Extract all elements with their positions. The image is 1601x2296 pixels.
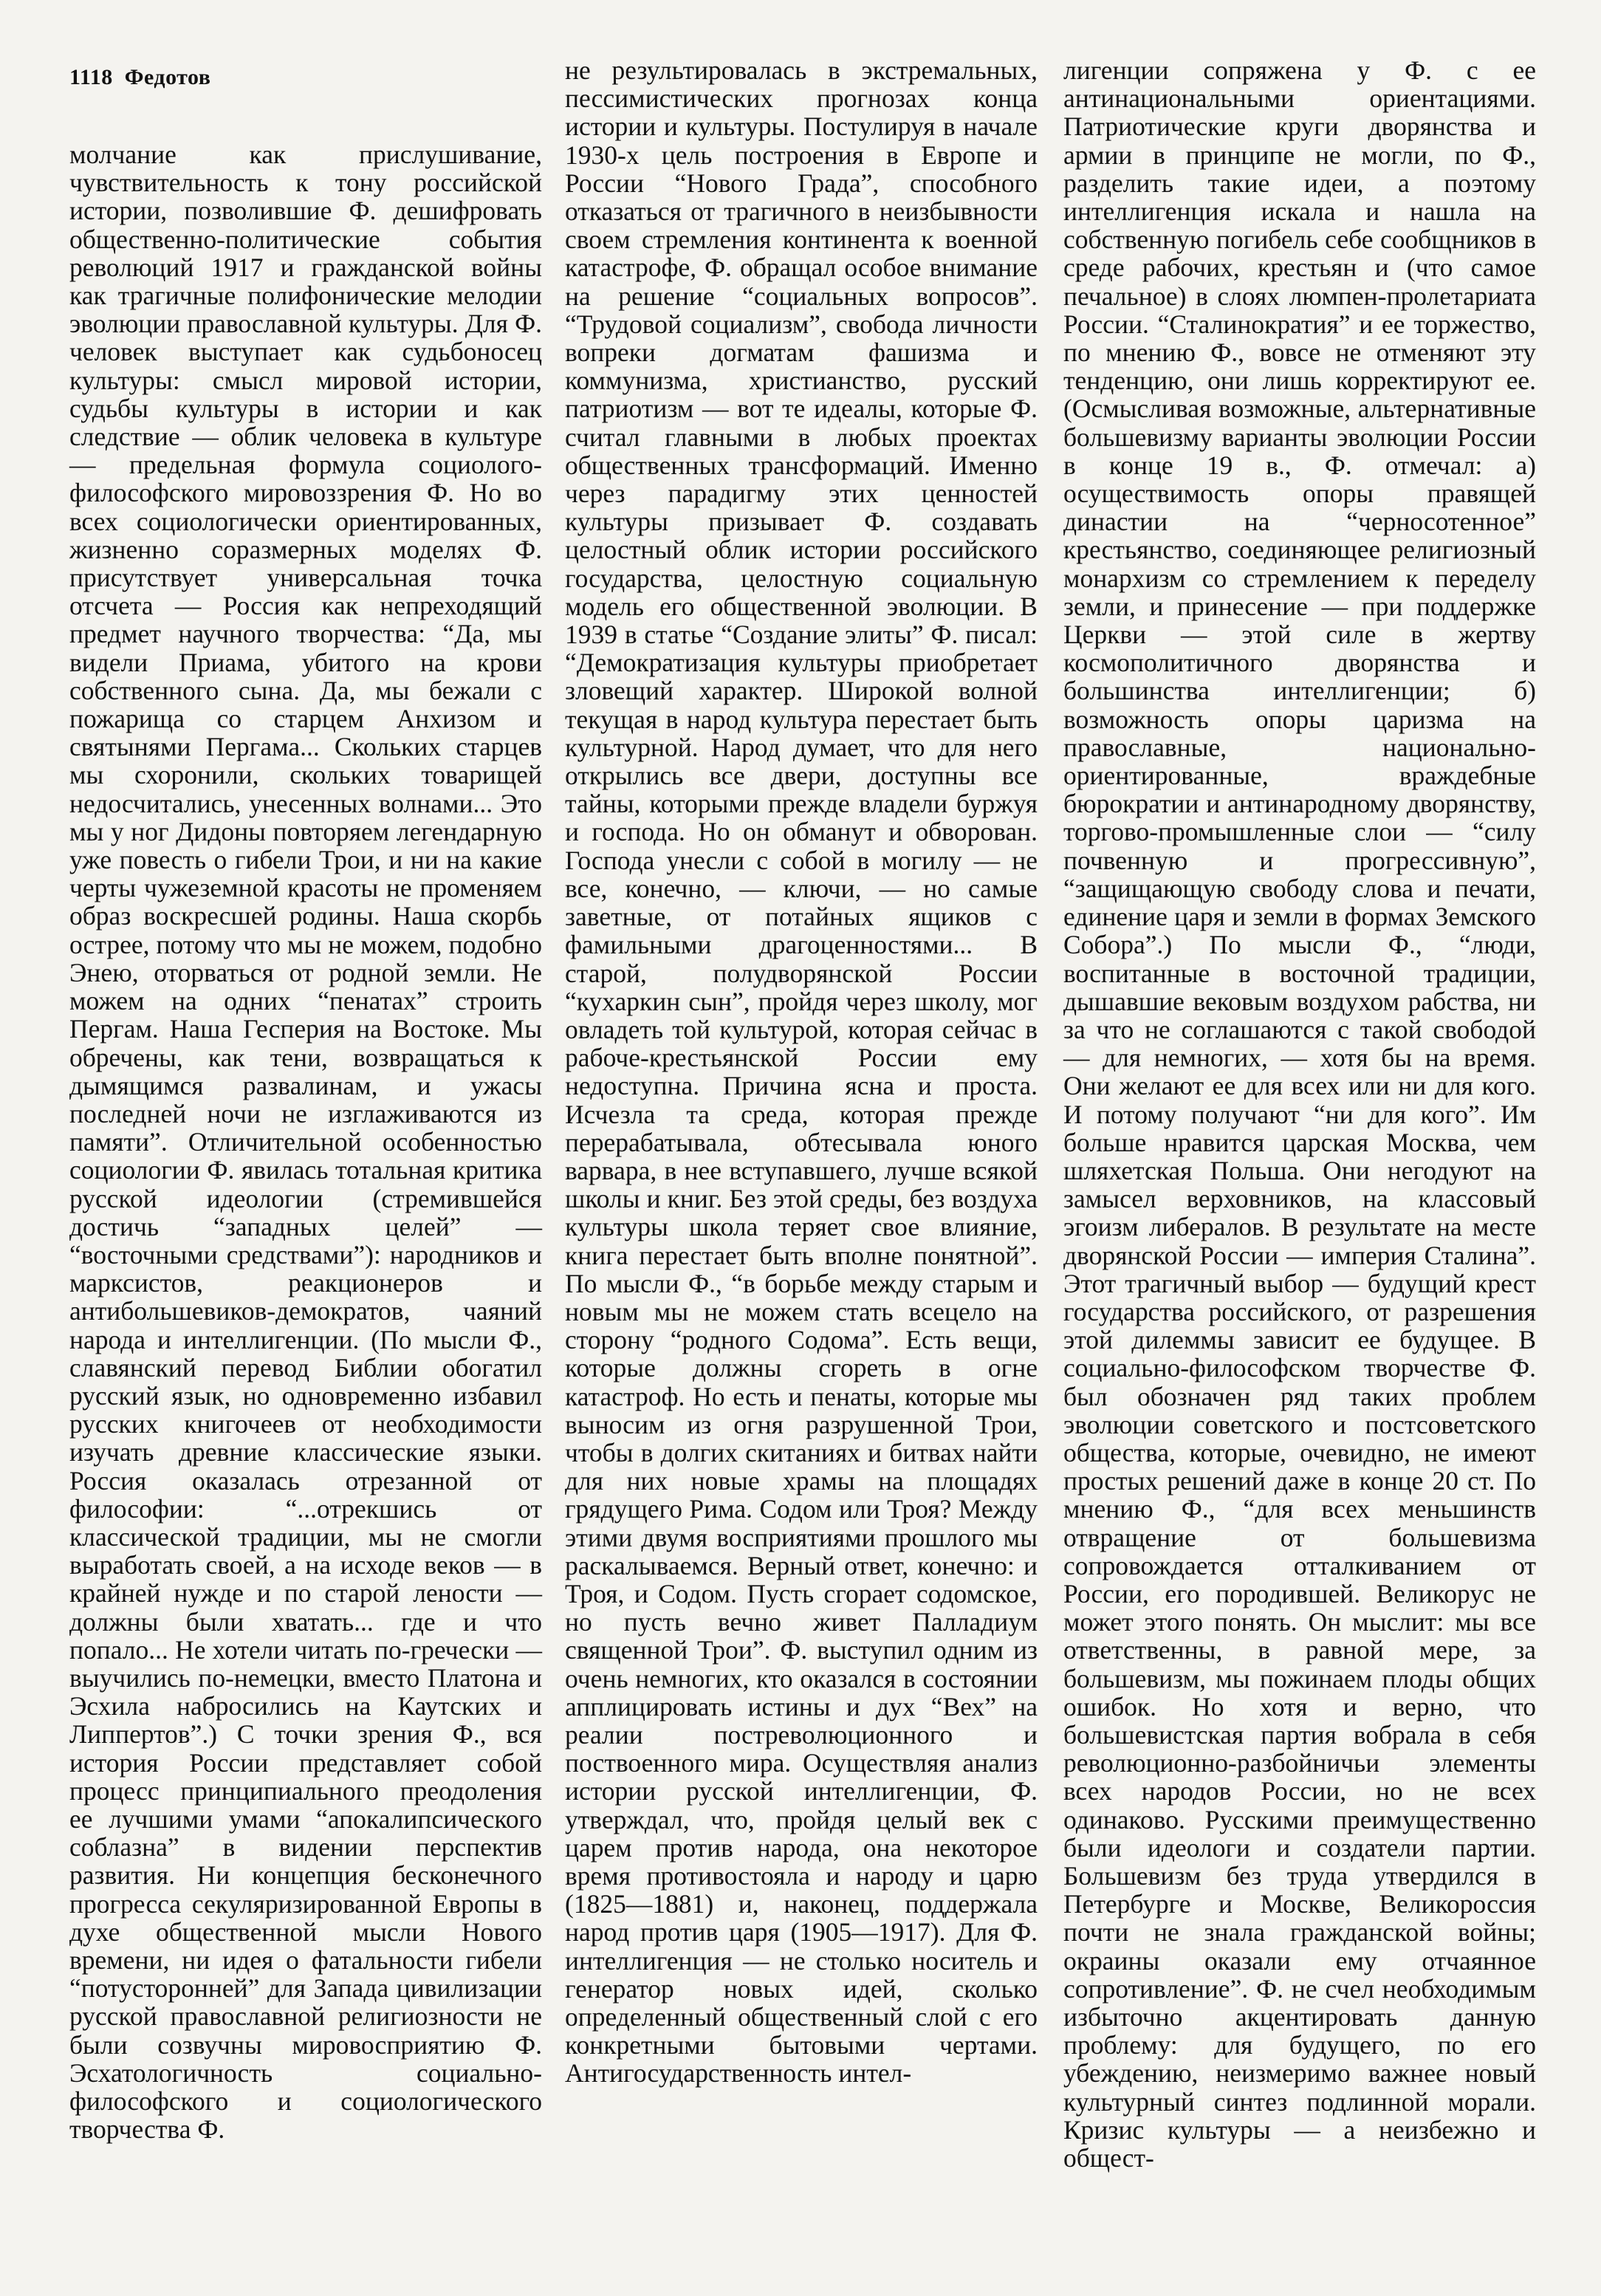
running-title: Федотов (124, 65, 211, 89)
column-1-text: молчание как прислушивание, чувствительность к тону российской истории, позволившие Ф. дешифровать общественно-политические события революций 1917 и гражданской войны как трагичные полифонические мелодии эволюции православной культуры. Для Ф. человек выступает как судьбоносец культуры: смысл мировой истории, судьбы культуры в истории и как следствие — облик человека в культуре — предельная формула социолого-философского мировоззрения Ф. Но во всех социологически ориентированных, жизненно соразмерных моделях Ф. присутствует универсальная точка отсчета — Россия как непреходящий предмет научного творчества: “Да, мы видели Приама, убитого на крови собственного сына. Да, мы бежали с пожарища со старцем Анхизом и святынями Пергама... Скольких старцев мы схоронили, скольких товарищей недосчитались, унесенных волнами... Это мы у ног Дидоны повторяем легендарную уже повесть о гибели Трои, и ни на какие черты чужеземной красоты не променяем образ воскресшей родины. Наша скорбь острее, потому что мы не можем, подобно Энею, оторваться от родной земли. Не можем на одних “пенатах” строить Пергам. Наша Гесперия на Востоке. Мы обречены, как тени, возвращаться к дымящимся развалинам, и ужасы последней ночи не изглаживаются из памяти”. Отличительной особенностью социологии Ф. явилась тотальная критика русской идеологии (стремившейся достичь “западных целей” — “восточными средствами”): народников и марксистов, реакционеров и антибольшевиков-демократов, чаяний народа и интеллигенции. (По мысли Ф., славянский перевод Библии обогатил русский язык, но одновременно избавил русских книгочеев от необходимости изучать древние классические языки. Россия оказалась отрезанной от философии: “...отрекшись от классической традиции, мы не смогли выработать своей, а на исходе веков — в крайней нужде и по старой лености — должны были хватать... где и что попало... Не хотели читать по-гречески — выучились по-немецки, вместо Платона и Эсхила набросились на Каутских и Липпертов”.) С точки зрения Ф., вся история России представляет собой процесс принципиального преодоления ее лучшими умами “апокалипсического соблазна” в видении перспектив развития. Ни концепция бесконечного прогресса секуляризированной Европы в духе общественной мысли Нового времени, ни идея о фатальности гибели “потусторонней” для Запада цивилизации русской православной религиозности не были созвучны мировосприятию Ф. Эсхатологичность социально-философского и социологического творчества Ф. (69, 140, 542, 2145)
text-column-2 (565, 56, 1038, 2088)
text-column-3 (1063, 56, 1536, 2172)
page-number: 1118 (69, 65, 113, 89)
column-3-text: лигенции сопряжена у Ф. с ее антинациональными ориентациями. Патриотические круги дворянства и армии в принципе не могли, по Ф., разделить такие идеи, а поэтому интеллигенция искала и нашла на собственную погибель себе сообщников в среде рабочих, крестьян и (что самое печальное) в слоях люмпен-пролетариата России. “Сталинократия” и ее торжество, по мнению Ф., вовсе не отменяют эту тенденцию, они лишь корректируют ее. (Осмысливая возможные, альтернативные большевизму варианты эволюции России в конце 19 в., Ф. отмечал: а) осуществимость опоры правящей династии на “черносотенное” крестьянство, соединяющее религиозный монархизм со стремлением к переделу земли, и принесение — при поддержке Церкви — этой силе в жертву космополитичного дворянства и большинства интеллигенции; б) возможность опоры царизма на православные, национально-ориентированные, враждебные бюрократии и антинародному дворянству, торгово-промышленные слои — “силу почвенную и прогрессивную”, “защищающую свободу слова и печати, единение царя и земли в формах Земского Собора”.) По мысли Ф., “люди, воспитанные в восточной традиции, дышавшие вековым воздухом рабства, ни за что не соглашаются с такой свободой — для немногих, — хотя бы на время. Они желают ее для всех или ни для кого. И потому получают “ни для кого”. Им больше нравится царская Москва, чем шляхетская Польша. Они негодуют на замысел верховников, на классовый эгоизм либералов. В результате на месте дворянской России — империя Сталина”. Этот трагичный выбор — будущий крест государства российского, от разрешения этой дилеммы зависит ее будущее. В социально-философском творчестве Ф. был обозначен ряд таких проблем эволюции советского и постсоветского общества, которые, очевидно, не имеют простых решений даже в конце 20 ст. По мнению Ф., “для всех меньшинств отвращение от большевизма сопровождается отталкиванием от России, его породившей. Великорус не может этого понять. Он мыслит: мы все ответственны, в равной мере, за большевизм, мы пожинаем плоды общих ошибок. Но хотя и верно, что большевистская партия вобрала в себя революционно-разбойничьи элементы всех народов России, но не всех одинаково. Русскими преимущественно были идеологи и создатели партии. Большевизм без труда утвердился в Петербурге и Москве, Великороссия почти не знала гражданской войны; окраины оказали ему отчаянное сопротивление”. Ф. не счел необходимым избыточно акцентировать данную проблему: для будущего, по его убеждению, неизмеримо важнее новый культурный синтез подлинной морали. Кризис культуры — а неизбежно и общест- (1063, 55, 1536, 2173)
running-header (69, 65, 210, 90)
text-column-1 (69, 140, 542, 2143)
column-2-text: не результировалась в экстремальных, пессимистических прогнозах конца истории и культуры. Постулируя в начале 1930-х цель построения в Европе и России “Нового Града”, способного отказаться от трагичного в неизбывности своем стремления континента к военной катастрофе, Ф. обращал особое внимание на решение “социальных вопросов”. “Трудовой социализм”, свобода личности вопреки догматам фашизма и коммунизма, христианство, русский патриотизм — вот те идеалы, которые Ф. считал главными в любых проектах общественных трансформаций. Именно через парадигму этих ценностей культуры призывает Ф. создавать целостный облик истории российского государства, целостную социальную модель его общественной эволюции. В 1939 в статье “Создание элиты” Ф. писал: “Демократизация культуры приобретает зловещий характер. Широкой волной текущая в народ культура перестает быть культурной. Народ думает, что для него открылись все двери, доступны все тайны, которыми прежде владели буржуя и господа. Но он обманут и обворован. Господа унесли с собой в могилу — не все, конечно, — ключи, — но самые заветные, от потайных ящиков с фамильными драгоценностями... В старой, полудворянской России “кухаркин сын”, пройдя через школу, мог овладеть той культурой, которая сейчас в рабоче-крестьянской России ему недоступна. Причина ясна и проста. Исчезла та среда, которая прежде перерабатывала, обтесывала юного варвара, в нее вступавшего, лучше всякой школы и книг. Без этой среды, без воздуха культуры школа теряет свое влияние, книга перестает быть вполне понятной”. По мысли Ф., “в борьбе между старым и новым мы не можем стать всецело на сторону “родного Содома”. Есть вещи, которые должны сгореть в огне катастроф. Но есть и пенаты, которые мы выносим из огня разрушенной Трои, чтобы в долгих скитаниях и битвах найти для них новые храмы на площадях грядущего Рима. Содом или Троя? Между этими двумя восприятиями прошлого мы раскалываемся. Верный ответ, конечно: и Троя, и Содом. Пусть сгорает содомское, но пусть вечно живет Палладиум священной Трои”. Ф. выступил одним из очень немногих, кто оказался в состоянии апплицировать истины и дух “Вех” на реалии постреволюционного и поствоенного мира. Осуществляя анализ истории русской интеллигенции, Ф. утверждал, что, пройдя целый век с царем против народа, она некоторое время противостояла и народу и царю (1825—1881) и, наконец, поддержала народ против царя (1905—1917). Для Ф. интеллигенция — не столько носитель и генератор новых идей, сколько определенный общественный слой с его конкретными бытовыми чертами. Антигосударственность интел- (565, 55, 1038, 2088)
